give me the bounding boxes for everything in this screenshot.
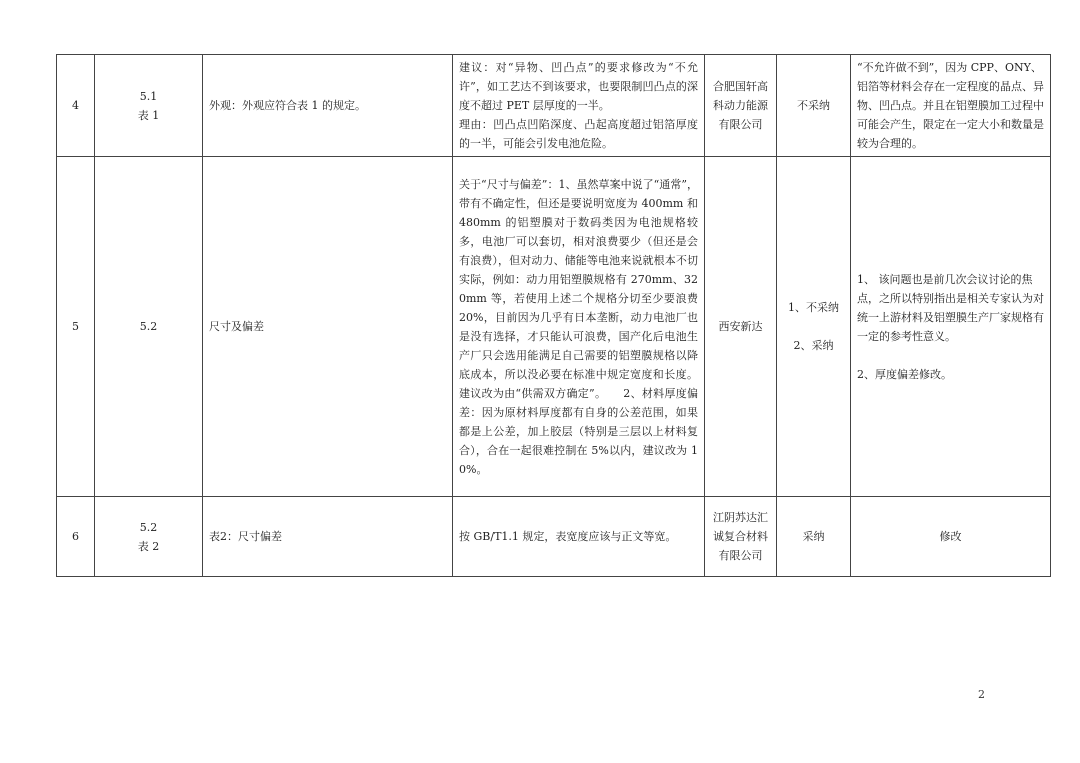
clause-cell [95,157,203,497]
row-number: 4 [57,55,95,157]
suggestion-paragraph: 理由：凹凸点凹陷深度、凸起高度超过铝箔厚度的一半，可能会引发电池危险。 [459,118,698,150]
table-row [57,157,1051,497]
response-cell [851,157,1051,497]
organization-cell: 合肥国轩高科动力能源有限公司 [705,55,777,157]
item-cell: 尺寸及偏差 [203,157,453,497]
table-row [57,497,1051,577]
suggestion-cell [453,497,705,577]
item-cell: 外观：外观应符合表 1 的规定。 [203,55,453,157]
response-paragraph: “不允许做不到”，因为 CPP、ONY、铝箔等材料会存在一定程度的晶点、异物、凹凸点。并且在铝塑膜加工过程中可能会产生，限定在一定大小和数量是较为合理的。 [857,61,1044,150]
clause-cell [95,55,203,157]
adoption-line: 不采纳 [797,99,830,112]
suggestion-cell [453,55,705,157]
adoption-line: 1、不采纳 [788,301,839,314]
row-number: 6 [57,497,95,577]
page-number: 2 [978,688,985,701]
response-paragraph: 修改 [939,530,962,543]
adoption-cell [777,157,851,497]
suggestion-paragraph: 建议：对“异物、凹凸点”的要求修改为“不允许”，如工艺达不到该要求，也要限制凹凸点的深度不超过 PET 层厚度的一半。 [459,61,698,112]
organization-cell: 江阴苏达汇诚复合材料有限公司 [705,497,777,577]
adoption-line: 采纳 [802,530,825,543]
response-cell [851,497,1051,577]
suggestion-paragraph: 关于“尺寸与偏差”：1、虽然草案中说了“通常”，带有不确定性，但还是要说明宽度为 400mm 和 480mm 的铝塑膜对于数码类因为电池规格较多，电池厂可以套切，相对浪费要少（但还是会有浪费），但对动力、储能等电池来说就根本不切实际，例如：动力用铝塑膜规格有 270mm、320mm 等，若使用上述二个规格分切至少要浪费 20%，目前因为几乎有日本垄断，动力电池厂也是没有选择，才只能认可浪费，国产化后电池生产厂只会选用能满足自己需要的铝塑膜规格以降底成本，所以没必要在标准中规定宽度和长度。建议改为由“供需双方确定”。 2、材料厚度偏差：因为原材料厚度都有自身的公差范围，如果都是上公差，加上胶层（特别是三层以上材料复合），合在一起很难控制在 5%以内，建议改为 10%。 [459,177,698,476]
suggestion-cell [453,157,705,497]
item-cell: 表2：尺寸偏差 [203,497,453,577]
adoption-cell [777,497,851,577]
response-cell [851,55,1051,157]
comments-table [56,54,1051,577]
adoption-cell [777,55,851,157]
clause-cell [95,497,203,577]
row-number: 5 [57,157,95,497]
organization-cell: 西安新达 [705,157,777,497]
adoption-line: 2、采纳 [793,339,834,352]
table-row [57,55,1051,157]
clause-line: 表 2 [137,539,160,553]
response-paragraph: 2、厚度偏差修改。 [857,367,952,381]
clause-line: 表 1 [137,108,160,122]
suggestion-paragraph: 按 GB/T1.1 规定，表宽度应该与正文等宽。 [459,530,677,543]
clause-line: 5.2 [139,320,158,333]
clause-line: 5.1 [139,89,158,103]
clause-line: 5.2 [139,520,158,534]
response-paragraph: 1、 该问题也是前几次会议讨论的焦点，之所以特别指出是相关专家认为对统一上游材料及铝塑膜生产厂家规格有一定的参考性意义。 [857,272,1044,343]
